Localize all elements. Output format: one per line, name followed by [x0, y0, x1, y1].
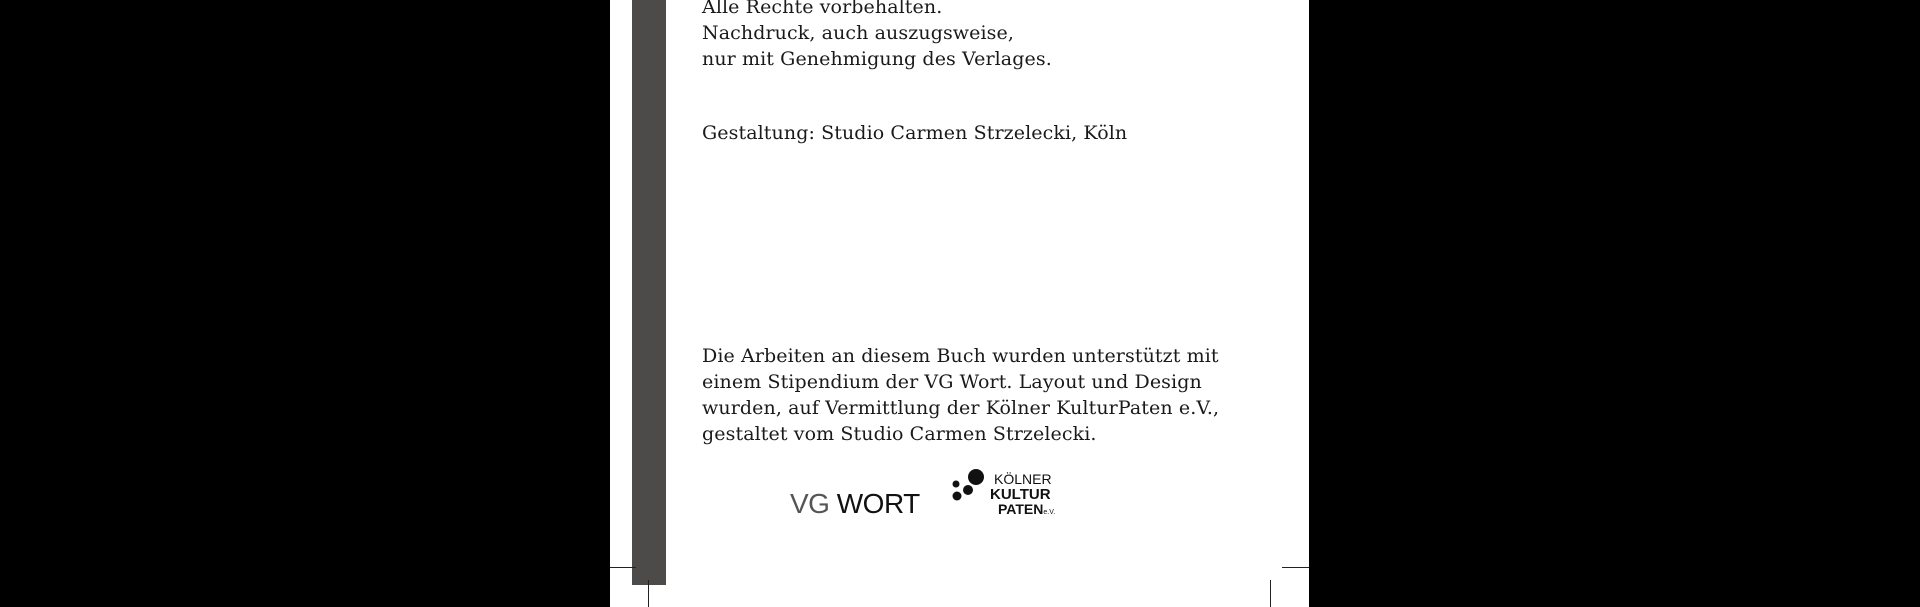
crop-mark-right-h [1282, 567, 1309, 568]
book-page [610, 0, 1309, 607]
vg-wort-logo-wort: WORT [836, 488, 920, 519]
sponsor-logos [790, 468, 1090, 528]
vg-wort-logo [790, 488, 920, 520]
kk-logo-line3 [998, 502, 1055, 520]
kk-logo-line2: KULTUR [990, 486, 1051, 503]
design-credit [702, 120, 1127, 146]
vg-wort-logo-vg: VG [790, 488, 830, 519]
koelner-kulturpaten-logo [950, 468, 1070, 528]
support-note-line: einem Stipendium der VG Wort. Layout und Design [702, 371, 1202, 393]
crop-mark-left-v [648, 580, 649, 607]
crop-mark-right-v [1270, 580, 1271, 607]
copyright-line: nur mit Genehmigung des Verlages. [702, 48, 1052, 70]
kk-logo-line1: KÖLNER [994, 471, 1052, 487]
support-note [702, 343, 1219, 447]
kk-logo-ev: e.V. [1043, 509, 1056, 516]
support-note-line: Die Arbeiten an diesem Buch wurden unterstützt mit [702, 345, 1219, 367]
support-note-line: wurden, auf Vermittlung der Kölner KulturPaten e.V., [702, 397, 1220, 419]
spine-bar [632, 0, 666, 585]
kk-logo-paten: PATEN [998, 501, 1044, 517]
design-credit-text: Gestaltung: Studio Carmen Strzelecki, Köln [702, 122, 1128, 144]
copyright-line: Nachdruck, auch auszugsweise, [702, 22, 1015, 44]
support-note-line: gestaltet vom Studio Carmen Strzelecki. [702, 423, 1097, 445]
copyright-notice [702, 0, 1052, 72]
dots-icon [950, 468, 990, 508]
copyright-line: Alle Rechte vorbehalten. [702, 0, 943, 18]
crop-mark-left-h [610, 567, 636, 568]
